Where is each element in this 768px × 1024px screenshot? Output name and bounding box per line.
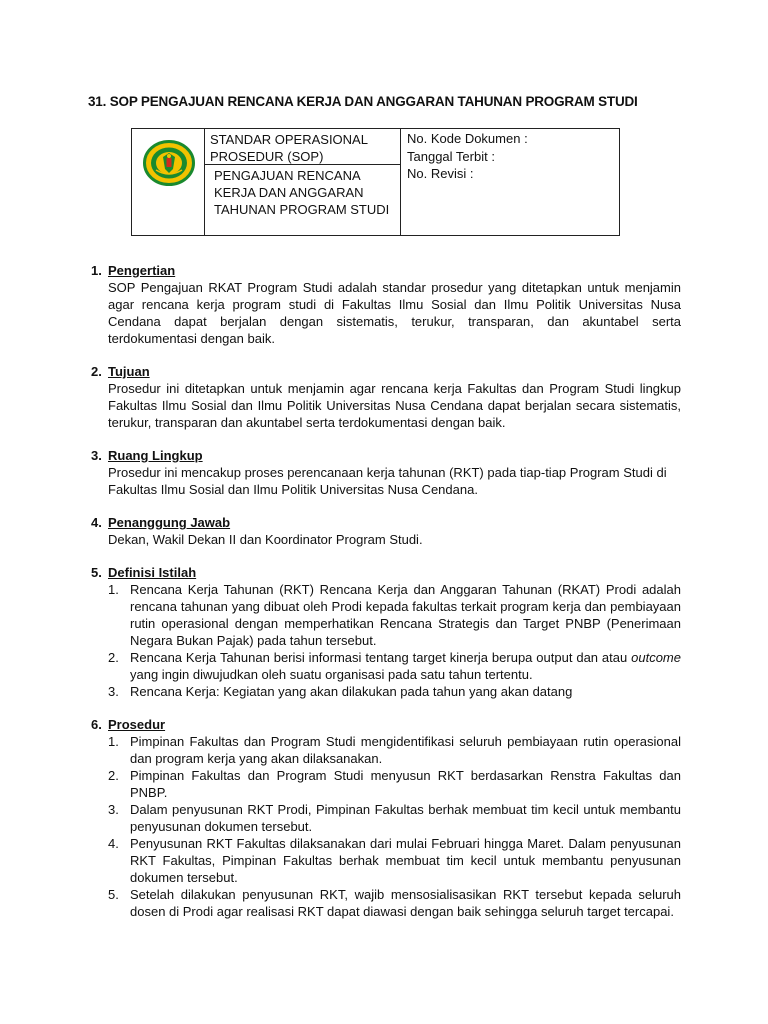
list-item: [108, 886, 681, 920]
revision-label: No. Revisi :: [407, 166, 474, 181]
sop-subject-line3: TAHUNAN PROGRAM STUDI: [214, 202, 390, 217]
section-paragraph: Prosedur ini mencakup proses perencanaan kerja tahunan (RKT) pada tiap-tiap Program Studi di Fakultas Ilmu Sosial dan Ilmu Politik Universitas Nusa Cendana.: [108, 465, 667, 497]
list-item: [108, 581, 681, 649]
document-title: 31. SOP PENGAJUAN RENCANA KERJA DAN ANGGARAN TAHUNAN PROGRAM STUDI: [88, 94, 638, 109]
section-definisi-istilah: [91, 564, 681, 700]
section-paragraph: Dekan, Wakil Dekan II dan Koordinator Program Studi.: [108, 532, 423, 547]
list-item: [108, 801, 681, 835]
section-title: Penanggung Jawab: [108, 515, 231, 530]
list-item: [108, 767, 681, 801]
section-number: 6.: [91, 717, 102, 732]
section-title: Definisi Istilah: [108, 565, 197, 580]
section-heading: [91, 716, 681, 733]
section-ruang-lingkup: [91, 447, 681, 498]
section-title: Ruang Lingkup: [108, 448, 203, 463]
list-text: Setelah dilakukan penyusunan RKT, wajib mensosialisasikan RKT tersebut kepada seluruh dosen di Prodi agar realisasi RKT dapat diawasi dengan baik sehingga seluruh target tercapai.: [130, 887, 681, 919]
section-number: 4.: [91, 515, 102, 530]
section-title: Pengertian: [108, 263, 176, 278]
section-heading: [91, 363, 681, 380]
sop-label-cell: [205, 129, 401, 165]
sop-subject-cell: [205, 165, 401, 235]
issue-date-label: Tanggal Terbit :: [407, 148, 495, 164]
list-text: Penyusunan RKT Fakultas dilaksanakan dari mulai Februari hingga Maret. Dalam penyusunan RKT Fakultas, Pimpinan Fakultas berhak membuat tim kecil untuk membantu penyusunan dokumen tersebut.: [130, 836, 681, 885]
section-number: 1.: [91, 263, 102, 278]
section-number: 3.: [91, 448, 102, 463]
sop-label-line1: STANDAR OPERASIONAL: [210, 132, 368, 147]
section-penanggung-jawab: [91, 514, 681, 548]
list-number: 1.: [108, 582, 119, 597]
list-text: Rencana Kerja Tahunan (RKT) Rencana Kerja dan Anggaran Tahunan (RKAT) Prodi adalah rencana tahunan yang dibuat oleh Prodi kepada fakultas terkait program kerja dan pembiayaan rutin operasional dengan memperhatikan Rencana Strategis dan Target PNBP (Penerimaan Negara Bukan Pajak) pada tahun tersebut.: [130, 582, 681, 648]
list-number: 3.: [108, 684, 119, 699]
list-text: Pimpinan Fakultas dan Program Studi menyusun RKT berdasarkan Renstra Fakultas dan PNBP.: [130, 768, 681, 800]
section-number: 5.: [91, 565, 102, 580]
logo-cell: [132, 129, 205, 235]
document-body: [91, 262, 681, 936]
list-item: [108, 835, 681, 886]
list-text: Rencana Kerja: Kegiatan yang akan dilakukan pada tahun yang akan datang: [130, 684, 573, 699]
sop-subject-line2: KERJA DAN ANGGARAN: [214, 185, 364, 200]
section-heading: [91, 262, 681, 279]
list-text-pre: Rencana Kerja Tahunan berisi informasi tentang target kinerja berupa output dan atau: [130, 650, 632, 665]
section-number: 2.: [91, 364, 102, 379]
sop-label-line2: PROSEDUR (SOP): [210, 149, 324, 164]
list-text-post: yang ingin diwujudkan oleh suatu organisasi pada satu tahun tertentu.: [130, 667, 533, 682]
section-paragraph: SOP Pengajuan RKAT Program Studi adalah standar prosedur yang ditetapkan untuk menjamin agar rencana kerja program studi di Fakultas Ilmu Sosial dan Ilmu Politik Universitas Nusa Cendana dapat berjalan dengan sistematis, terukur, transparan, dan akuntabel serta terdokumentasi dengan baik.: [108, 280, 681, 346]
list-text: Dalam penyusunan RKT Prodi, Pimpinan Fakultas berhak membuat tim kecil untuk membantu penyusunan dokumen tersebut.: [130, 802, 681, 834]
university-logo-icon: [143, 140, 195, 186]
section-paragraph: Prosedur ini ditetapkan untuk menjamin agar rencana kerja Fakultas dan Program Studi lingkup Fakultas Ilmu Sosial dan Ilmu Politik Universitas Nusa Cendana dapat berjalan secara sistematis, terukur, transparan dan akuntabel serta terdokumentasi dengan baik.: [108, 381, 681, 430]
list-number: 2.: [108, 650, 119, 665]
section-heading: [91, 564, 681, 581]
list-number: 4.: [108, 836, 119, 851]
procedure-list: [108, 733, 681, 920]
list-item: [108, 683, 681, 700]
section-tujuan: [91, 363, 681, 431]
section-heading: [91, 447, 681, 464]
document-code-label: No. Kode Dokumen :: [407, 131, 528, 146]
section-heading: [91, 514, 681, 531]
list-number: 1.: [108, 734, 119, 749]
list-number: 2.: [108, 768, 119, 783]
section-title: Tujuan: [108, 364, 150, 379]
sop-subject-line1: PENGAJUAN RENCANA: [214, 168, 361, 183]
list-item: [108, 649, 681, 683]
section-prosedur: [91, 716, 681, 920]
list-text: [130, 649, 681, 683]
list-text-italic: outcome: [631, 650, 681, 665]
section-title: Prosedur: [108, 717, 166, 732]
section-pengertian: [91, 262, 681, 347]
list-number: 5.: [108, 887, 119, 902]
list-number: 3.: [108, 802, 119, 817]
list-text: Pimpinan Fakultas dan Program Studi mengidentifikasi seluruh pembiayaan rutin operasional dan program kerja yang akan dilaksanakan.: [130, 734, 681, 766]
definition-list: [108, 581, 681, 700]
list-item: [108, 733, 681, 767]
document-meta-cell: [401, 129, 619, 235]
sop-header-table: [131, 128, 620, 236]
